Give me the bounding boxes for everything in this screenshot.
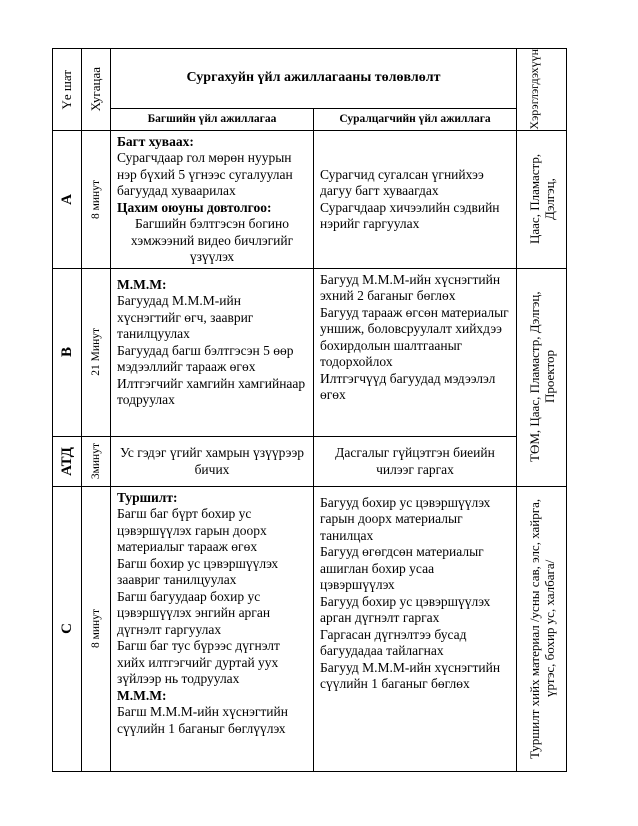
student-b-text: Багууд М.М.М-ийн хүснэгтийн эхний 2 баганыг бөглөх Багууд тарааж өгсөн материалыг уншиж, боловсруулалт хийхдээ бохирдолын шалтгааныг тодорхойлох Илтгэгчүүд багуудад мэдээлэл өгөх [320, 271, 509, 403]
teacher-atd-cell [111, 436, 314, 486]
teacher-b-text: Багуудад М.М.М-ийн хүснэгтийг өгч, заавриг танилцуулах Багуудад багш бэлтгэсэн 5 өөр мэдээллийг тарааж өгөх Илтгэгчийг хамгийн хамгийнаар тодруулах [117, 293, 306, 408]
teacher-a-cell [111, 130, 314, 268]
time-b-cell [82, 268, 111, 436]
duration-header [82, 49, 111, 131]
stage-c-cell [53, 486, 82, 771]
teacher-atd-text: Ус гэдэг үгийг хамрын үзүүрээр бичих [119, 445, 305, 477]
teacher-c-cell [111, 486, 314, 771]
stage-b-cell [53, 268, 82, 436]
stage-atd-cell [53, 436, 82, 486]
stage-b: B [58, 347, 75, 358]
time-b: 21 Минут [89, 328, 102, 376]
resources-bc: ТӨМ, Цаас, Пламастр, Дэлгэц, Проектор [526, 291, 557, 463]
student-atd-text: Дасгалыг гүйцэтгэн биеийн чилээг гаргах [335, 445, 495, 477]
resources-header-label: Хэрэглэгдэхүүн [526, 49, 541, 130]
stage-a: A [58, 193, 75, 205]
student-c-text: Багууд бохир ус цэвэршүүлэх гарын доорх материалыг танилцах Багууд өгөгдсөн материалыг ашиглан бохир усаа цэвэршүүлэх Багууд бохир ус цэвэршүүлэх арган дүгнэлт гаргах Гаргасан дүгнэлтээ бусад багуудадаа тайлагнах Багууд М.М.М-ийн хүснэгтийн сүүлийн 1 баганыг бөглөх [320, 494, 501, 692]
teacher-column-header: Багшийн үйл ажиллагаа [111, 109, 314, 130]
resources-c: Туршилт хийх материал /усны сав, элс, хайрга, үртэс, бохир ус, халбага/ [526, 498, 557, 759]
student-b-cell [314, 268, 517, 436]
resources-c-cell [517, 486, 567, 771]
teacher-a-text-1: Сурагчдаар гол мөрөн нуурын нэр бүхий 5 үгнээс сугалуулан багуудад хуваарилах [117, 150, 293, 199]
student-a-cell [314, 130, 517, 268]
teacher-c-heading-2: М.М.М: [117, 687, 167, 703]
student-atd-cell [314, 436, 517, 486]
resources-a-cell [517, 130, 567, 268]
stage-header-label: Үе шат [58, 69, 74, 110]
teacher-c-text-2: Багш М.М.М-ийн хүснэгтийн сүүлийн 1 баганыг бөглүүлэх [117, 704, 288, 736]
plan-title: Сургахуйн үйл ажиллагааны төлөвлөлт [111, 49, 517, 109]
teacher-c-heading-1: Туршилт: [117, 489, 178, 505]
teacher-c-text-1: Багш баг бүрт бохир ус цэвэршүүлэх гарын доорх материалыг тарааж өгөх Багш бохир ус цэвэршүүлэх заавриг танилцуулах Багш багуудаар бохир ус цэвэршүүлэх энгийн арган дүгнэлт гаргуулах Багш баг тус бүрээс дүгнэлт хийх илтгэгчийг дуртай уух зүйлээр нь тодруулах [117, 506, 280, 687]
student-a-text: Сурагчид сугалсан үгнийхээ дагуу багт хуваагдах Сурагчдаар хичээлийн сэдвийн нэрийг гаргуулах [320, 166, 500, 232]
teacher-a-heading-2: Цахим оюуны довтолгоо: [117, 199, 272, 215]
duration-header-label: Хугацаа [87, 67, 103, 112]
stage-a-cell [53, 130, 82, 268]
stage-atd: АТД [58, 446, 75, 476]
teacher-b-heading: М.М.М: [117, 276, 167, 292]
time-c: 8 минут [89, 609, 102, 649]
time-atd: 3минут [89, 443, 102, 480]
resources-header [517, 49, 567, 131]
student-c-cell [314, 486, 517, 771]
stage-c: C [58, 623, 75, 634]
time-c-cell [82, 486, 111, 771]
time-atd-cell [82, 436, 111, 486]
time-a-cell [82, 130, 111, 268]
teacher-b-cell [111, 268, 314, 436]
teacher-a-text-2: Багшийн бэлтгэсэн богино хэмжээний видео бичлэгийг үзүүлэх [130, 216, 294, 265]
resources-bc-cell [517, 268, 567, 486]
time-a: 8 минут [89, 179, 102, 219]
lesson-plan-table [52, 48, 567, 772]
resources-a: Цаас, Пламастр, Дэлгэц, [526, 154, 557, 245]
teacher-a-heading-1: Багт хуваах: [117, 133, 194, 149]
stage-header [53, 49, 82, 131]
student-column-header: Суралцагчийн үйл ажиллага [314, 109, 517, 130]
